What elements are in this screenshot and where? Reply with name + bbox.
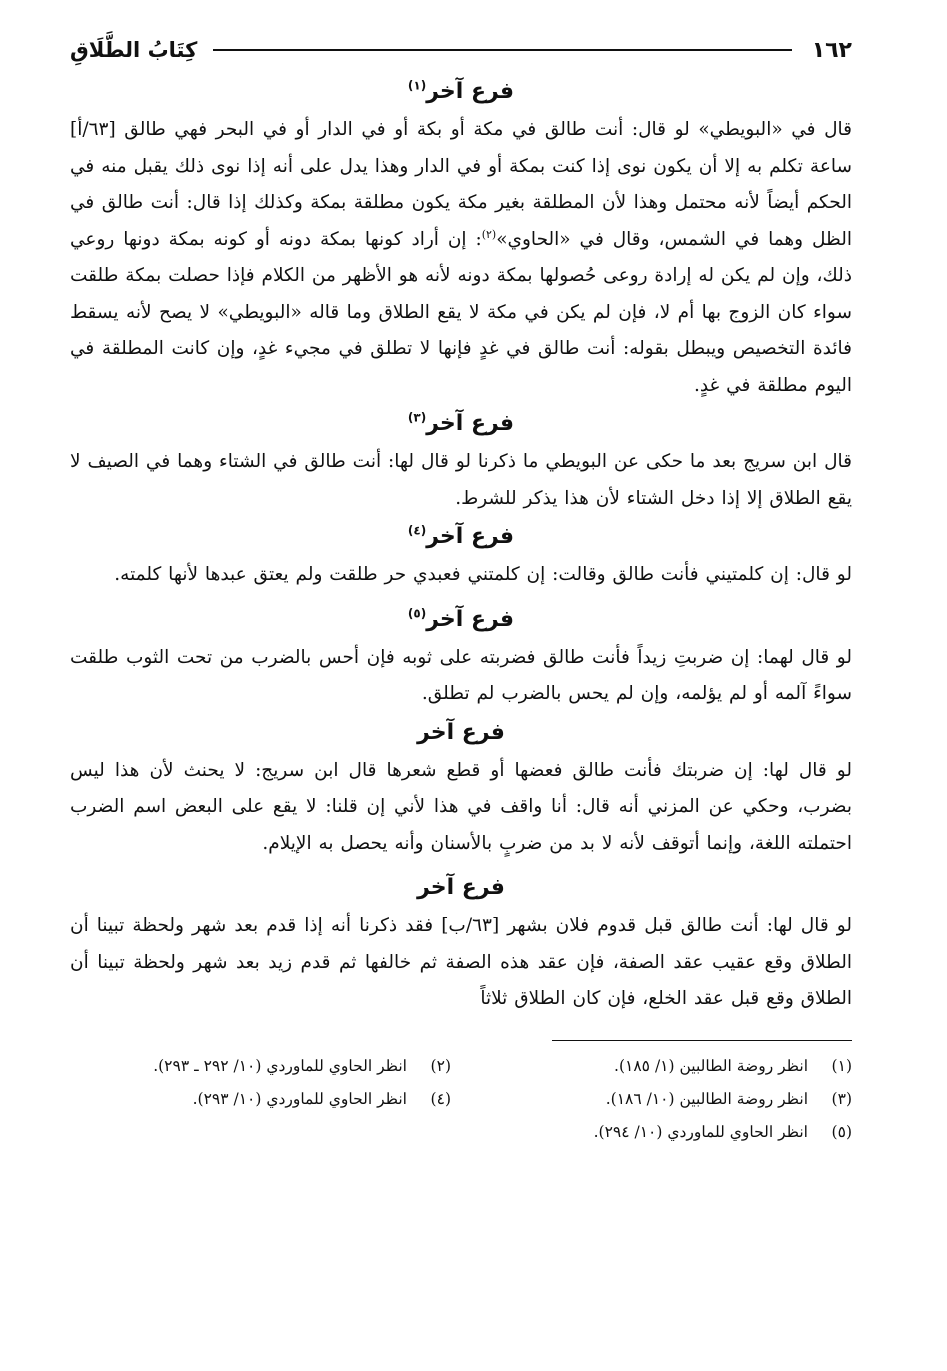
section-paragraph: قال ابن سريج بعد ما حكى عن البويطي ما ذكرنا لو قال لها: أنت طالق في الشتاء وهما في الصيف لا يقع الطلاق إلا إذا دخل الشتاء لأن هذا يذكر للشرط.: [70, 451, 852, 509]
section-paragraph: قال في «البويطي» لو قال: أنت طالق في مكة أو بكة أو في الدار أو في البحر فهي طالق [٦٣/أ] ساعة تكلم به إلا أن يكون نوى إذا كنت بمكة أو في الدار وهذا يدل على أنه إذا نوى ذلك يقبل منه في الحكم أيضاً لأنه محتمل وهذا لأن المطلقة بغير مكة يكون مطلقة بمكة وكذلك إذا قال: أنت طالق في الظل وهما في الشمس، وقال في «الحاوي»$^{(٢)}$: إن أراد كونها بمكة دونه أو كونه بمكة دونها روعي ذلك، وإن لم يكن له إرادة روعى حُصولها بمكة دونه لأنه هو الأظهر من الكلام فإذا حصلت بمكة طلقت سواء كان الزوج بها أم لا، فإن لم يكن في مكة لا يقع الطلاق وما قاله «البويطي» لا يصح لأنه يسقط فائدة التخصيص ويبطل بقوله: أنت طالق في غدٍ فإنها لا تطلق في مجيء غدٍ، وإن كانت المطلقة في اليوم مطلقة في غدٍ.: [70, 119, 852, 396]
section-heading: فرع آخر$^{(٤)}$: [407, 523, 515, 549]
footnote: (٣)انظر روضة الطالبين (١٠/ ١٨٦).: [605, 1089, 852, 1108]
section-paragraph: لو قال لهما: إن ضربتِ زيداً فأنت طالق فضربته على ثوبه فإن أحس بالضرب من تحت الثوب طلقت سواءً آلمه أو لم يؤلمه، وإن لم يحس بالضرب لم تطلق.: [70, 646, 852, 704]
footnote-ref: (٥): [407, 606, 427, 621]
page-number: ١٦٢: [811, 37, 852, 63]
footnote: (٤)انظر الحاوي للماوردي (١٠/ ٢٩٣).: [192, 1089, 451, 1108]
section-paragraph: لو قال: إن كلمتيني فأنت طالق وقالت: إن كلمتني فعبدي حر طلقت ولم يعتق عبدها لأنها كلمته.: [114, 564, 852, 585]
section-heading: فرع آخر: [417, 875, 505, 900]
footnote-ref: (١): [407, 78, 427, 93]
section-heading: فرع آخر$^{(١)}$: [407, 78, 515, 104]
section-paragraph: لو قال لها: أنت طالق قبل قدوم فلان بشهر [٦٣/ب] فقد ذكرنا أنه إذا قدم بعد شهر ولحظة تبينا أن الطلاق وقع عقيب عقد الصفة، فإن عقد هذه الصفة ثم خالفها ثم قدم زيد بعد شهر ولحظة تبينا أن الطلاق وقع قبل عقد الخلع، فإن كان الطلاق ثلاثاً: [70, 915, 852, 1009]
section-heading: فرع آخر: [417, 719, 505, 745]
book-page: [70, 28, 852, 1351]
footnote-ref: (٤): [407, 523, 427, 538]
section-paragraph: لو قال لها: إن ضربتك فأنت طالق فعضها أو قطع شعرها قال ابن سريج: لا يحنث لأن هذا ليس بضرب، وحكي عن المزني أنه قال: أنا واقف في هذا لأني إن قلنا: لا يقع على البعض اسم الضرب احتملته اللغة، وإنما أتوقف لأنه لا بد من ضربٍ بالأسنان وأنه يحصل به الإيلام.: [70, 759, 852, 854]
section-heading: فرع آخر$^{(٣)}$: [407, 410, 515, 436]
running-header: [70, 28, 852, 72]
footnote-ref: (٣): [407, 410, 427, 425]
footnotes: [70, 1051, 852, 1148]
footnote: (٥)انظر الحاوي للماوردي (١٠/ ٢٩٤).: [593, 1122, 852, 1141]
header-rule: [213, 49, 791, 51]
footnote-ref: (٢): [481, 227, 497, 241]
footnote: (١)انظر روضة الطالبين (١/ ١٨٥).: [614, 1056, 852, 1075]
footnote: (٢)انظر الحاوي للماوردي (١٠/ ٢٩٢ ـ ٢٩٣).: [153, 1056, 451, 1075]
section-heading: فرع آخر$^{(٥)}$: [407, 606, 515, 632]
book-title: كِتَابُ الطَّلَاقِ: [70, 38, 198, 62]
footnote-rule: [552, 1040, 852, 1041]
